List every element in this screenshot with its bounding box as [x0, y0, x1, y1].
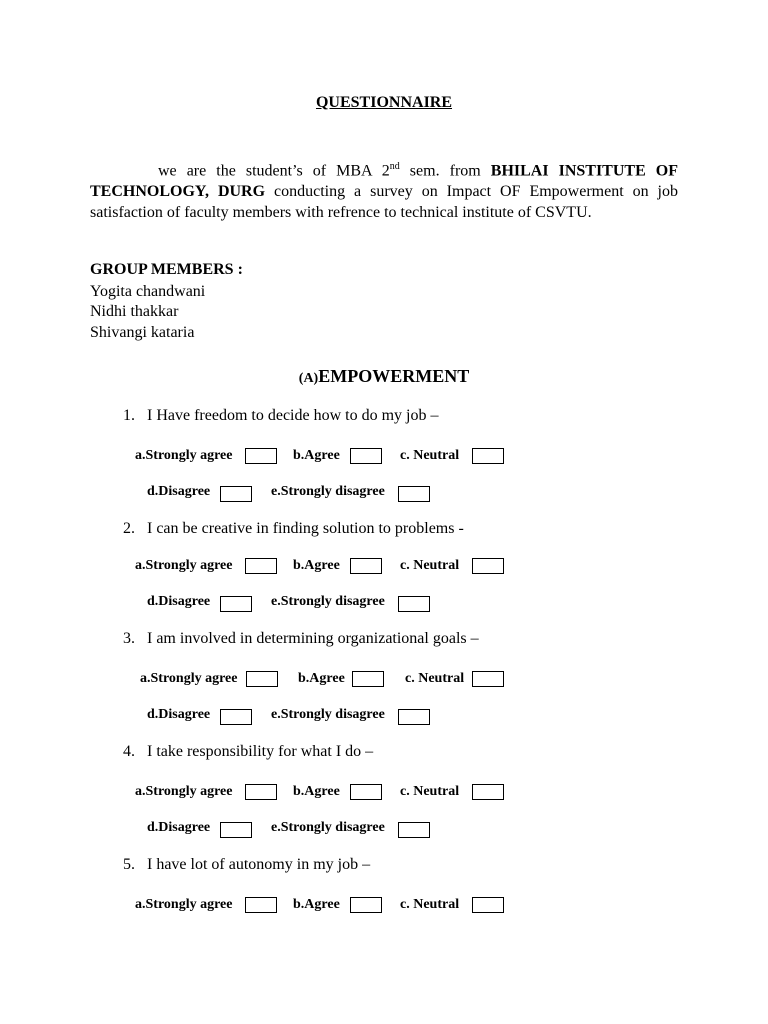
- option-d-checkbox[interactable]: [220, 596, 252, 612]
- option-c-checkbox[interactable]: [472, 448, 504, 464]
- question-number: 4.: [123, 743, 135, 760]
- option-b-checkbox[interactable]: [350, 897, 382, 913]
- option-d-checkbox[interactable]: [220, 486, 252, 502]
- option-b-label: b.Agree: [293, 784, 340, 799]
- intro-superscript: nd: [389, 161, 400, 172]
- page-title: QUESTIONNAIRE: [315, 94, 453, 111]
- question-text: I am involved in determining organizational goals –: [147, 630, 479, 647]
- option-e-label: e.Strongly disagree: [271, 484, 385, 499]
- option-b-label: b.Agree: [293, 558, 340, 573]
- question-number: 5.: [123, 856, 135, 873]
- option-b-label: b.Agree: [298, 671, 345, 686]
- option-b-checkbox[interactable]: [350, 784, 382, 800]
- intro-text-3: conducting a survey on Impact OF Empowerment on job satisfaction of faculty members with refrence to technical institute of CSVTU.: [90, 183, 678, 222]
- option-a-label: a.Strongly agree: [135, 558, 233, 573]
- option-b-checkbox[interactable]: [352, 671, 384, 687]
- option-d-label: d.Disagree: [147, 484, 211, 499]
- option-c-label: c. Neutral: [400, 784, 460, 799]
- question-text: I can be creative in finding solution to problems -: [147, 520, 464, 537]
- option-c-label: c. Neutral: [400, 448, 460, 463]
- option-b-label: b.Agree: [293, 897, 340, 912]
- question-number: 2.: [123, 520, 135, 537]
- question-1: [123, 407, 438, 425]
- option-e-checkbox[interactable]: [398, 822, 430, 838]
- option-a-label: a.Strongly agree: [135, 784, 233, 799]
- option-a-checkbox[interactable]: [245, 897, 277, 913]
- option-c-label: c. Neutral: [405, 671, 465, 686]
- group-member: Nidhi thakkar: [90, 303, 179, 320]
- question-2: [123, 520, 464, 538]
- intro-text-2: sem. from: [399, 162, 491, 180]
- question-number: 3.: [123, 630, 135, 647]
- option-a-label: a.Strongly agree: [140, 671, 238, 686]
- question-text: I take responsibility for what I do –: [147, 743, 374, 760]
- option-a-checkbox[interactable]: [245, 558, 277, 574]
- question-text: I have lot of autonomy in my job –: [147, 856, 371, 873]
- option-d-label: d.Disagree: [147, 707, 211, 722]
- question-3: [123, 630, 479, 648]
- option-e-checkbox[interactable]: [398, 596, 430, 612]
- option-c-checkbox[interactable]: [472, 671, 504, 687]
- option-c-label: c. Neutral: [400, 897, 460, 912]
- group-members-heading: GROUP MEMBERS :: [90, 261, 243, 278]
- option-e-label: e.Strongly disagree: [271, 820, 385, 835]
- option-a-checkbox[interactable]: [245, 784, 277, 800]
- option-b-checkbox[interactable]: [350, 558, 382, 574]
- question-number: 1.: [123, 407, 135, 424]
- option-e-label: e.Strongly disagree: [271, 594, 385, 609]
- option-e-checkbox[interactable]: [398, 486, 430, 502]
- option-a-label: a.Strongly agree: [135, 448, 233, 463]
- section-title: EMPOWERMENT: [318, 366, 470, 386]
- question-4: [123, 743, 373, 761]
- option-d-checkbox[interactable]: [220, 822, 252, 838]
- option-e-label: e.Strongly disagree: [271, 707, 385, 722]
- option-a-checkbox[interactable]: [246, 671, 278, 687]
- option-c-checkbox[interactable]: [472, 784, 504, 800]
- option-c-checkbox[interactable]: [472, 897, 504, 913]
- option-c-checkbox[interactable]: [472, 558, 504, 574]
- section-heading: [0, 366, 768, 387]
- group-member: Yogita chandwani: [90, 283, 206, 300]
- question-5: [123, 856, 370, 874]
- group-member: Shivangi kataria: [90, 324, 195, 341]
- intro-text-1: we are the student’s of MBA 2: [158, 162, 390, 180]
- option-d-label: d.Disagree: [147, 594, 211, 609]
- institute-name: BHILAI INSTITUTE OF TECHNOLOGY, DURG: [90, 162, 679, 201]
- option-e-checkbox[interactable]: [398, 709, 430, 725]
- question-text: I Have freedom to decide how to do my job –: [147, 407, 439, 424]
- section-prefix: (A): [298, 371, 319, 386]
- option-a-checkbox[interactable]: [245, 448, 277, 464]
- intro-paragraph: [90, 156, 678, 223]
- option-d-checkbox[interactable]: [220, 709, 252, 725]
- option-b-label: b.Agree: [293, 448, 340, 463]
- option-c-label: c. Neutral: [400, 558, 460, 573]
- option-d-label: d.Disagree: [147, 820, 211, 835]
- option-a-label: a.Strongly agree: [135, 897, 233, 912]
- option-b-checkbox[interactable]: [350, 448, 382, 464]
